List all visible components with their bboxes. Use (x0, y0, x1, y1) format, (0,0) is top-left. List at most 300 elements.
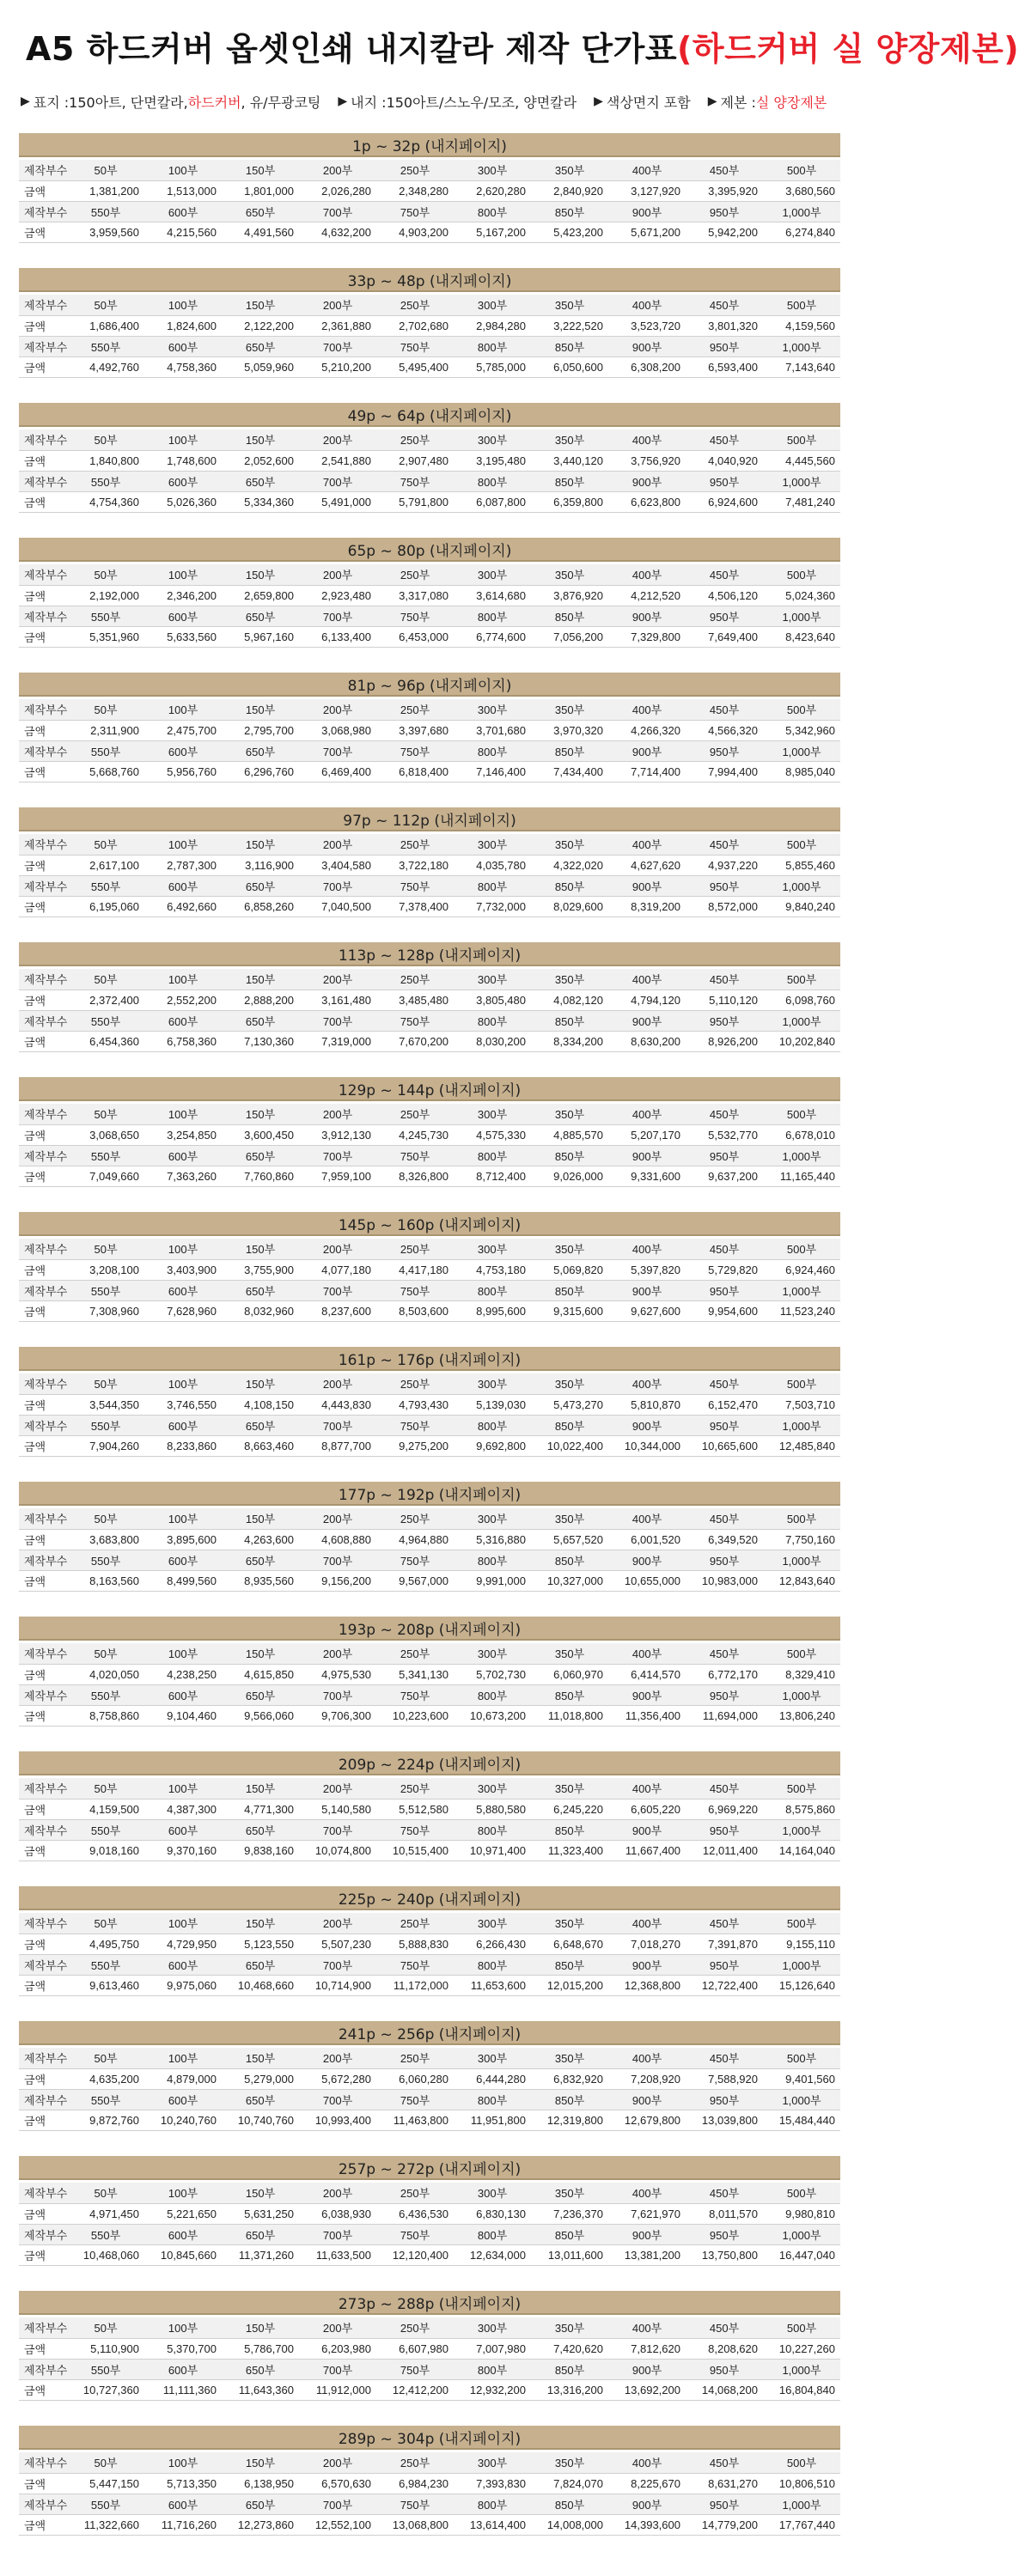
price-label: 금액 (19, 1259, 67, 1280)
price-label: 금액 (19, 1300, 67, 1321)
quantity-cell: 250부 (376, 1778, 454, 1799)
price-cell: 5,855,460 (763, 855, 840, 875)
quantity-cell: 600부 (144, 1010, 222, 1031)
quantity-cell: 250부 (376, 2048, 454, 2068)
page-range-band: 97p ~ 112p (내지페이지) (19, 807, 840, 831)
price-cell: 4,266,320 (608, 720, 686, 740)
quantity-cell: 800부 (454, 1954, 531, 1975)
price-cell: 6,648,670 (531, 1934, 608, 1954)
quantity-row (19, 2494, 840, 2514)
price-row (19, 1300, 840, 1321)
quantity-cell: 150부 (222, 564, 299, 585)
price-cell: 5,713,350 (144, 2473, 222, 2494)
quantity-cell: 250부 (376, 429, 454, 450)
price-cell: 12,011,400 (686, 1840, 763, 1860)
price-row (19, 720, 840, 740)
price-cell: 5,351,960 (67, 626, 144, 647)
quantity-cell: 900부 (608, 201, 686, 222)
price-row (19, 1166, 840, 1186)
price-cell: 3,523,720 (608, 315, 686, 336)
price-cell: 3,222,520 (531, 315, 608, 336)
price-cell: 6,060,280 (376, 2068, 454, 2089)
price-row (19, 1435, 840, 1456)
price-cell: 5,495,400 (376, 356, 454, 377)
price-cell: 12,932,200 (454, 2379, 531, 2400)
price-cell: 6,359,800 (531, 491, 608, 512)
price-cell: 5,167,200 (454, 222, 531, 242)
quantity-cell: 300부 (454, 1508, 531, 1529)
price-cell: 11,463,800 (376, 2110, 454, 2130)
quantity-cell: 100부 (144, 1508, 222, 1529)
page-range-band: 177p ~ 192p (내지페이지) (19, 1482, 840, 1506)
quantity-cell: 50부 (67, 1913, 144, 1934)
price-row (19, 1031, 840, 1051)
quantity-cell: 100부 (144, 969, 222, 990)
page-range-band: 257p ~ 272p (내지페이지) (19, 2156, 840, 2180)
price-cell: 4,445,560 (763, 450, 840, 471)
quantity-cell: 50부 (67, 1373, 144, 1394)
quantity-cell: 750부 (376, 740, 454, 761)
price-cell: 5,491,000 (299, 491, 376, 512)
quantity-cell: 800부 (454, 1415, 531, 1435)
price-cell: 2,361,880 (299, 315, 376, 336)
price-cell: 3,395,920 (686, 180, 763, 201)
quantity-cell: 950부 (686, 2494, 763, 2514)
price-cell: 5,447,150 (67, 2473, 144, 2494)
quantity-cell: 150부 (222, 2048, 299, 2068)
quantity-label: 제작부수 (19, 834, 67, 855)
price-row (19, 356, 840, 377)
price-cell: 13,614,400 (454, 2514, 531, 2535)
quantity-cell: 700부 (299, 1415, 376, 1435)
price-cell: 9,840,240 (763, 896, 840, 917)
quantity-cell: 150부 (222, 1373, 299, 1394)
price-table (19, 1643, 840, 1726)
price-cell: 11,523,240 (763, 1300, 840, 1321)
price-cell: 5,221,650 (144, 2203, 222, 2224)
quantity-cell: 250부 (376, 2452, 454, 2473)
price-cell: 3,195,480 (454, 450, 531, 471)
quantity-cell: 800부 (454, 471, 531, 491)
quantity-label: 제작부수 (19, 1280, 67, 1300)
quantity-row (19, 1778, 840, 1799)
price-cell: 4,753,180 (454, 1259, 531, 1280)
price-label: 금액 (19, 1705, 67, 1726)
price-row (19, 180, 840, 201)
quantity-cell: 650부 (222, 740, 299, 761)
price-cell: 4,608,880 (299, 1529, 376, 1550)
quantity-label: 제작부수 (19, 1550, 67, 1570)
price-cell: 2,346,200 (144, 585, 222, 606)
quantity-row (19, 2089, 840, 2110)
price-block (19, 673, 840, 807)
quantity-cell: 500부 (763, 1643, 840, 1664)
price-cell: 2,984,280 (454, 315, 531, 336)
price-cell: 5,671,200 (608, 222, 686, 242)
quantity-cell: 400부 (608, 2317, 686, 2338)
quantity-cell: 650부 (222, 2224, 299, 2244)
quantity-row (19, 2224, 840, 2244)
price-cell: 6,138,950 (222, 2473, 299, 2494)
price-cell: 4,035,780 (454, 855, 531, 875)
price-cell: 9,156,200 (299, 1570, 376, 1591)
quantity-cell: 350부 (531, 1913, 608, 1934)
price-cell: 3,397,680 (376, 720, 454, 740)
quantity-row (19, 336, 840, 356)
quantity-cell: 200부 (299, 1239, 376, 1259)
quantity-label: 제작부수 (19, 1913, 67, 1934)
price-cell: 7,007,980 (454, 2338, 531, 2359)
price-cell: 4,443,830 (299, 1394, 376, 1415)
quantity-cell: 1,000부 (763, 1684, 840, 1705)
price-cell: 4,387,300 (144, 1799, 222, 1819)
price-block (19, 1482, 840, 1617)
price-cell: 5,069,820 (531, 1259, 608, 1280)
price-cell: 5,210,200 (299, 356, 376, 377)
price-label: 금액 (19, 2473, 67, 2494)
price-cell: 1,686,400 (67, 315, 144, 336)
price-cell: 5,026,360 (144, 491, 222, 512)
quantity-cell: 1,000부 (763, 1819, 840, 1840)
page-range-band: 129p ~ 144p (내지페이지) (19, 1077, 840, 1101)
quantity-cell: 200부 (299, 834, 376, 855)
quantity-row (19, 2317, 840, 2338)
quantity-cell: 300부 (454, 1913, 531, 1934)
quantity-cell: 350부 (531, 2317, 608, 2338)
price-cell: 9,954,600 (686, 1300, 763, 1321)
price-cell: 8,572,000 (686, 896, 763, 917)
price-row (19, 222, 840, 242)
price-cell: 4,040,920 (686, 450, 763, 471)
price-table (19, 969, 840, 1052)
price-cell: 7,040,500 (299, 896, 376, 917)
price-cell: 6,038,930 (299, 2203, 376, 2224)
price-cell: 6,098,760 (763, 990, 840, 1010)
quantity-cell: 500부 (763, 1373, 840, 1394)
quantity-cell: 1,000부 (763, 1415, 840, 1435)
quantity-row (19, 1280, 840, 1300)
quantity-cell: 100부 (144, 2452, 222, 2473)
price-cell: 1,840,800 (67, 450, 144, 471)
price-table (19, 429, 840, 513)
quantity-cell: 950부 (686, 875, 763, 896)
price-cell: 4,771,300 (222, 1799, 299, 1819)
quantity-cell: 200부 (299, 1373, 376, 1394)
quantity-cell: 750부 (376, 2224, 454, 2244)
quantity-cell: 500부 (763, 1239, 840, 1259)
price-cell: 2,348,280 (376, 180, 454, 201)
price-cell: 3,755,900 (222, 1259, 299, 1280)
price-block (19, 1347, 840, 1482)
price-label: 금액 (19, 1664, 67, 1684)
price-cell: 6,984,230 (376, 2473, 454, 2494)
price-cell: 7,649,400 (686, 626, 763, 647)
quantity-cell: 900부 (608, 1415, 686, 1435)
price-cell: 5,942,200 (686, 222, 763, 242)
quantity-label: 제작부수 (19, 1415, 67, 1435)
quantity-label: 제작부수 (19, 1684, 67, 1705)
quantity-cell: 450부 (686, 429, 763, 450)
price-cell: 10,327,000 (531, 1570, 608, 1591)
quantity-cell: 750부 (376, 1684, 454, 1705)
price-cell: 6,832,920 (531, 2068, 608, 2089)
quantity-cell: 600부 (144, 471, 222, 491)
price-cell: 5,316,880 (454, 1529, 531, 1550)
price-cell: 7,503,710 (763, 1394, 840, 1415)
price-cell: 5,059,960 (222, 356, 299, 377)
quantity-row (19, 1913, 840, 1934)
price-cell: 10,223,600 (376, 1705, 454, 1726)
price-cell: 6,203,980 (299, 2338, 376, 2359)
quantity-cell: 400부 (608, 295, 686, 315)
title-binding-type: (하드커버 실 양장제본) (677, 30, 1019, 68)
quantity-cell: 800부 (454, 1280, 531, 1300)
price-label: 금액 (19, 1799, 67, 1819)
price-cell: 2,840,920 (531, 180, 608, 201)
quantity-row (19, 875, 840, 896)
price-label: 금액 (19, 2514, 67, 2535)
price-label: 금액 (19, 585, 67, 606)
price-cell: 4,491,560 (222, 222, 299, 242)
quantity-cell: 950부 (686, 1415, 763, 1435)
price-cell: 3,680,560 (763, 180, 840, 201)
quantity-cell: 700부 (299, 1819, 376, 1840)
price-cell: 3,068,980 (299, 720, 376, 740)
price-cell: 6,969,220 (686, 1799, 763, 1819)
price-cell: 4,417,180 (376, 1259, 454, 1280)
quantity-cell: 850부 (531, 471, 608, 491)
price-block (19, 2021, 840, 2156)
quantity-cell: 450부 (686, 160, 763, 180)
quantity-cell: 250부 (376, 1239, 454, 1259)
quantity-cell: 950부 (686, 1280, 763, 1300)
price-label: 금액 (19, 2110, 67, 2130)
price-row (19, 2203, 840, 2224)
quantity-row (19, 606, 840, 626)
price-cell: 3,722,180 (376, 855, 454, 875)
quantity-cell: 400부 (608, 160, 686, 180)
price-cell: 4,566,320 (686, 720, 763, 740)
price-label: 금액 (19, 720, 67, 740)
price-label: 금액 (19, 2068, 67, 2089)
quantity-row (19, 2048, 840, 2068)
price-cell: 5,397,820 (608, 1259, 686, 1280)
quantity-cell: 750부 (376, 2359, 454, 2379)
quantity-label: 제작부수 (19, 1643, 67, 1664)
price-label: 금액 (19, 491, 67, 512)
quantity-cell: 300부 (454, 834, 531, 855)
price-row (19, 1934, 840, 1954)
price-row (19, 2338, 840, 2359)
quantity-cell: 1,000부 (763, 1145, 840, 1166)
quantity-row (19, 1415, 840, 1435)
quantity-cell: 850부 (531, 1010, 608, 1031)
page-range-band: 113p ~ 128p (내지페이지) (19, 942, 840, 966)
price-table (19, 2183, 840, 2266)
price-cell: 7,308,960 (67, 1300, 144, 1321)
price-cell: 4,758,360 (144, 356, 222, 377)
quantity-cell: 350부 (531, 2183, 608, 2203)
price-cell: 5,024,360 (763, 585, 840, 606)
quantity-cell: 250부 (376, 969, 454, 990)
quantity-cell: 950부 (686, 606, 763, 626)
page-range-band: 241p ~ 256p (내지페이지) (19, 2021, 840, 2045)
price-cell: 8,926,200 (686, 1031, 763, 1051)
price-label: 금액 (19, 222, 67, 242)
price-cell: 5,672,280 (299, 2068, 376, 2089)
quantity-cell: 50부 (67, 2048, 144, 2068)
price-cell: 8,630,200 (608, 1031, 686, 1051)
price-cell: 6,758,360 (144, 1031, 222, 1051)
quantity-cell: 600부 (144, 1954, 222, 1975)
price-cell: 10,727,360 (67, 2379, 144, 2400)
quantity-cell: 350부 (531, 1508, 608, 1529)
quantity-cell: 450부 (686, 295, 763, 315)
price-table (19, 699, 840, 783)
quantity-cell: 900부 (608, 1280, 686, 1300)
quantity-label: 제작부수 (19, 2224, 67, 2244)
quantity-cell: 450부 (686, 1373, 763, 1394)
quantity-cell: 850부 (531, 1280, 608, 1300)
price-cell: 8,499,560 (144, 1570, 222, 1591)
quantity-cell: 750부 (376, 875, 454, 896)
quantity-cell: 300부 (454, 2317, 531, 2338)
price-cell: 4,108,150 (222, 1394, 299, 1415)
quantity-cell: 650부 (222, 1954, 299, 1975)
price-label: 금액 (19, 1166, 67, 1186)
price-cell: 6,453,000 (376, 626, 454, 647)
price-cell: 5,729,820 (686, 1259, 763, 1280)
price-cell: 9,315,600 (531, 1300, 608, 1321)
quantity-cell: 350부 (531, 160, 608, 180)
quantity-cell: 550부 (67, 1684, 144, 1705)
quantity-cell: 150부 (222, 1104, 299, 1124)
page-range-band: 161p ~ 176p (내지페이지) (19, 1347, 840, 1371)
quantity-row (19, 1643, 840, 1664)
price-cell: 5,110,900 (67, 2338, 144, 2359)
quantity-cell: 450부 (686, 2048, 763, 2068)
price-label: 금액 (19, 990, 67, 1010)
price-block (19, 1077, 840, 1212)
quantity-cell: 200부 (299, 969, 376, 990)
price-cell: 6,274,840 (763, 222, 840, 242)
quantity-cell: 200부 (299, 1913, 376, 1934)
quantity-cell: 100부 (144, 564, 222, 585)
price-cell: 7,319,000 (299, 1031, 376, 1051)
price-cell: 5,512,580 (376, 1799, 454, 1819)
price-cell: 3,161,480 (299, 990, 376, 1010)
price-label: 금액 (19, 1031, 67, 1051)
price-label: 금액 (19, 2379, 67, 2400)
price-row (19, 855, 840, 875)
price-cell: 7,049,660 (67, 1166, 144, 1186)
quantity-cell: 750부 (376, 471, 454, 491)
quantity-cell: 450부 (686, 969, 763, 990)
price-cell: 3,600,450 (222, 1124, 299, 1145)
price-cell: 3,805,480 (454, 990, 531, 1010)
quantity-cell: 950부 (686, 1010, 763, 1031)
quantity-cell: 950부 (686, 1954, 763, 1975)
quantity-cell: 150부 (222, 1778, 299, 1799)
page-title (0, 0, 1019, 86)
quantity-cell: 1,000부 (763, 336, 840, 356)
quantity-cell: 50부 (67, 2183, 144, 2203)
quantity-cell: 650부 (222, 2089, 299, 2110)
price-cell: 11,633,500 (299, 2244, 376, 2265)
quantity-cell: 100부 (144, 1239, 222, 1259)
page-range-band: 33p ~ 48p (내지페이지) (19, 268, 840, 292)
quantity-cell: 550부 (67, 1954, 144, 1975)
price-cell: 9,275,200 (376, 1435, 454, 1456)
price-cell: 14,164,040 (763, 1840, 840, 1860)
quantity-row (19, 1684, 840, 1705)
quantity-cell: 250부 (376, 699, 454, 720)
quantity-cell: 150부 (222, 699, 299, 720)
quantity-label: 제작부수 (19, 699, 67, 720)
price-cell: 8,712,400 (454, 1166, 531, 1186)
quantity-cell: 200부 (299, 2048, 376, 2068)
price-cell: 5,341,130 (376, 1664, 454, 1684)
quantity-cell: 850부 (531, 1145, 608, 1166)
price-cell: 13,316,200 (531, 2379, 608, 2400)
price-table (19, 2452, 840, 2536)
quantity-cell: 600부 (144, 201, 222, 222)
quantity-row (19, 201, 840, 222)
quantity-cell: 100부 (144, 2048, 222, 2068)
quantity-cell: 450부 (686, 1778, 763, 1799)
quantity-cell: 50부 (67, 564, 144, 585)
price-cell: 3,544,350 (67, 1394, 144, 1415)
price-cell: 12,015,200 (531, 1975, 608, 1995)
quantity-cell: 1,000부 (763, 740, 840, 761)
price-cell: 6,830,130 (454, 2203, 531, 2224)
spec-label: 제본 : (720, 94, 756, 111)
quantity-cell: 350부 (531, 1643, 608, 1664)
price-cell: 8,423,640 (763, 626, 840, 647)
quantity-cell: 350부 (531, 429, 608, 450)
quantity-cell: 750부 (376, 2089, 454, 2110)
quantity-cell: 250부 (376, 1373, 454, 1394)
quantity-row (19, 564, 840, 585)
quantity-label: 제작부수 (19, 1778, 67, 1799)
quantity-cell: 200부 (299, 1778, 376, 1799)
quantity-cell: 700부 (299, 2224, 376, 2244)
price-cell: 2,552,200 (144, 990, 222, 1010)
price-cell: 4,215,560 (144, 222, 222, 242)
price-cell: 2,702,680 (376, 315, 454, 336)
price-cell: 10,665,600 (686, 1435, 763, 1456)
price-cell: 4,159,500 (67, 1799, 144, 1819)
price-block (19, 403, 840, 538)
price-block (19, 2426, 840, 2561)
triangle-icon: ▶ (338, 94, 348, 108)
price-block (19, 1886, 840, 2021)
price-block (19, 2156, 840, 2291)
price-cell: 5,342,960 (763, 720, 840, 740)
quantity-cell: 250부 (376, 564, 454, 585)
quantity-cell: 400부 (608, 1643, 686, 1664)
price-cell: 10,655,000 (608, 1570, 686, 1591)
quantity-cell: 50부 (67, 969, 144, 990)
price-tables (19, 133, 840, 2561)
quantity-cell: 600부 (144, 2089, 222, 2110)
quantity-cell: 900부 (608, 2224, 686, 2244)
quantity-cell: 800부 (454, 2089, 531, 2110)
quantity-cell: 600부 (144, 1145, 222, 1166)
quantity-cell: 650부 (222, 471, 299, 491)
price-cell: 7,329,800 (608, 626, 686, 647)
spec-value: 150아트/스노우/모조, 양면칼라 (386, 94, 577, 111)
